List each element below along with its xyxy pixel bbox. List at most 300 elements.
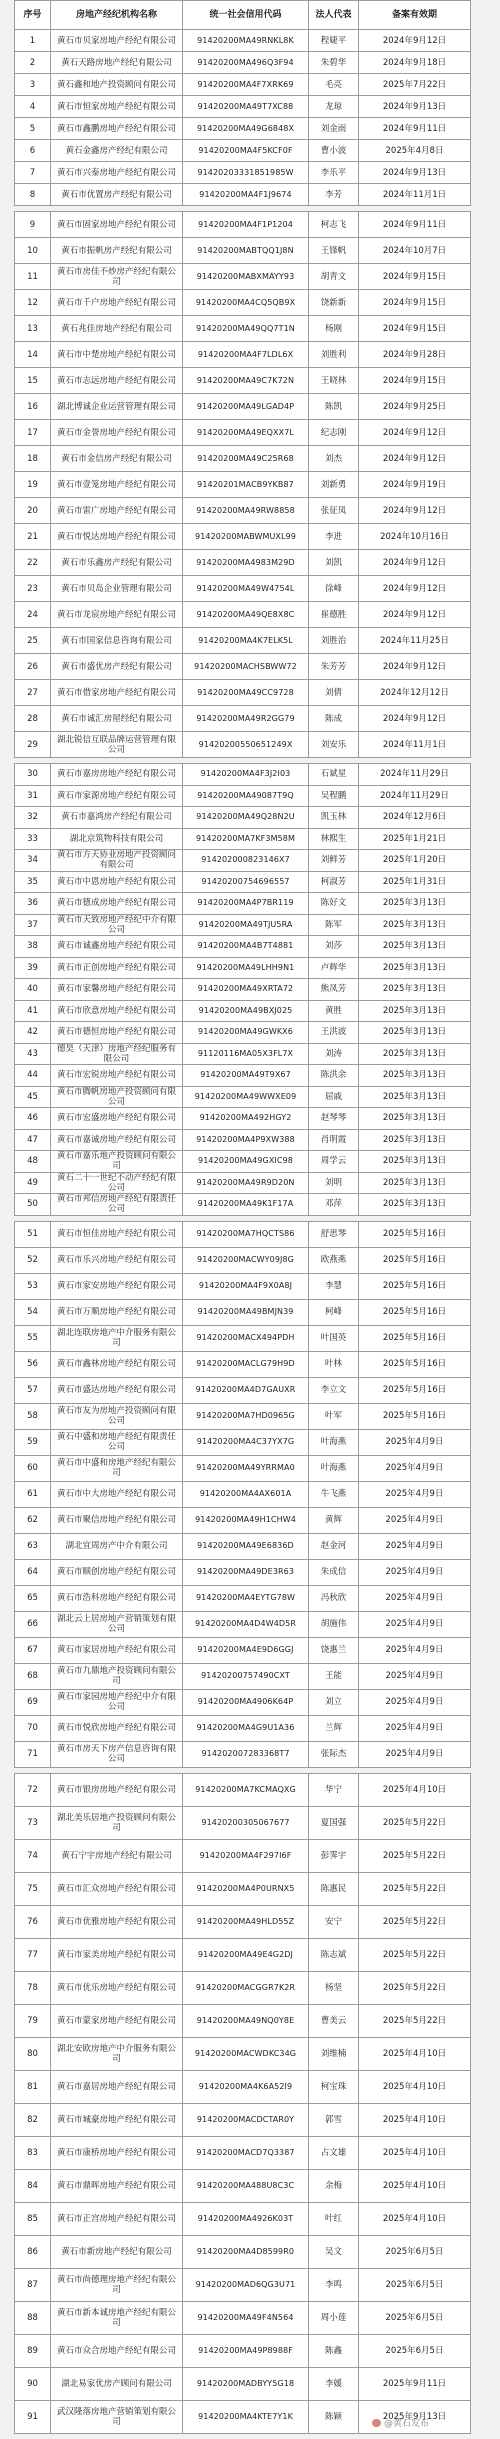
row-number: 76 [15,1905,51,1938]
table-row [15,1086,471,1108]
agency-name: 黄石市优雅房地产经纪有限公司 [51,1905,183,1938]
filing-expiry: 2025年5月16日 [359,1273,471,1299]
table-row [15,764,471,786]
table-row [15,1403,471,1429]
table-row [15,893,471,915]
table-row [15,1533,471,1559]
agency-table [14,763,471,1216]
legal-representative: 冯秋欣 [309,1585,359,1611]
table-row [15,524,471,550]
credit-code: 91420200MA49E4G2DJ [183,1938,309,1971]
legal-representative: 刘鲜芳 [309,850,359,872]
credit-code: 91420200MA4906K64P [183,1689,309,1715]
agency-name: 黄石鑫和地产投资顾问有限公司 [51,74,183,96]
header-serial-number: 序号 [15,1,51,30]
filing-expiry: 2025年3月13日 [359,1022,471,1044]
row-number: 90 [15,2367,51,2400]
credit-code: 91420200MA49RNKL8K [183,30,309,52]
agency-name: 黄石市房天下房产信息咨询有限公司 [51,1741,183,1767]
agency-name: 黄石兆佳房地产经纪有限公司 [51,316,183,342]
filing-expiry: 2024年11月29日 [359,764,471,786]
filing-expiry: 2024年12月12日 [359,680,471,706]
filing-expiry: 2025年4月10日 [359,1773,471,1806]
credit-code: 91420200MABXMAYY93 [183,264,309,290]
agency-name: 湖北宜周房产中介有限公司 [51,1533,183,1559]
agency-name: 黄石市嘉居房地产经纪有限公司 [51,2070,183,2103]
credit-code: 91420200MA4C37YX7G [183,1429,309,1455]
credit-code: 91420200MA4F1J9674 [183,184,309,206]
table-row [15,1559,471,1585]
credit-code: 91420200MA7KF3M58M [183,828,309,850]
row-number: 59 [15,1429,51,1455]
credit-code: 91420200MA49T9X67 [183,1065,309,1087]
credit-code: 91420200MA49BXJ025 [183,1000,309,1022]
legal-representative: 陈好文 [309,893,359,915]
legal-representative: 陈凯 [309,394,359,420]
credit-code: 91420200MA492HGY2 [183,1108,309,1130]
agency-name: 黄石市宏锐房地产经纪有限公司 [51,1065,183,1087]
agency-name: 黄石市嘉乐地产投资顾问有限公司 [51,1151,183,1173]
row-number: 10 [15,238,51,264]
table-row [15,1741,471,1767]
table-row [15,238,471,264]
row-number: 14 [15,342,51,368]
legal-representative: 凯玉林 [309,807,359,829]
table-row [15,979,471,1001]
table-row [15,2037,471,2070]
filing-expiry: 2024年9月13日 [359,96,471,118]
agency-name: 黄石市欣意房地产经纪有限公司 [51,1000,183,1022]
filing-expiry: 2024年9月25日 [359,394,471,420]
row-number: 44 [15,1065,51,1087]
table-section-4 [14,1221,470,1768]
agency-name: 黄石市众合房地产经纪有限公司 [51,2334,183,2367]
credit-code: 91420200MA4G9U1A36 [183,1715,309,1741]
filing-expiry: 2024年10月16日 [359,524,471,550]
agency-table [14,1773,471,2434]
filing-expiry: 2025年4月10日 [359,2037,471,2070]
legal-representative: 欧燕燕 [309,1247,359,1273]
table-body [15,212,471,758]
credit-code: 91420200MA49XRTA72 [183,979,309,1001]
credit-code: 91420200MA4983M29D [183,550,309,576]
filing-expiry: 2025年4月9日 [359,1585,471,1611]
agency-name: 德昊（天津）房地产经纪服务有限公司 [51,1043,183,1065]
credit-code: 91420200MA4EYTG78W [183,1585,309,1611]
agency-name: 黄石市鼎晖房地产经纪有限公司 [51,2169,183,2202]
legal-representative: 王晓林 [309,368,359,394]
header-credit-code: 统一社会信用代码 [183,1,309,30]
table-row [15,785,471,807]
row-number: 16 [15,394,51,420]
table-row [15,1108,471,1130]
filing-expiry: 2025年4月10日 [359,2202,471,2235]
credit-code: 91420200MA4CQ5QB9X [183,290,309,316]
table-row [15,420,471,446]
agency-name: 湖北连联房地产中介服务有限公司 [51,1325,183,1351]
table-row [15,1938,471,1971]
filing-expiry: 2024年9月12日 [359,576,471,602]
row-number: 49 [15,1172,51,1194]
filing-expiry: 2024年11月1日 [359,732,471,758]
agency-name: 黄石市金誉房地产经纪有限公司 [51,420,183,446]
legal-representative: 刘涛 [309,1043,359,1065]
table-row [15,2235,471,2268]
agency-name: 黄石市德成房地产经纪有限公司 [51,893,183,915]
filing-expiry: 2024年9月12日 [359,706,471,732]
legal-representative: 陈成 [309,706,359,732]
table-row [15,1351,471,1377]
agency-name: 黄石市借家房地产经纪有限公司 [51,680,183,706]
row-number: 88 [15,2301,51,2334]
row-number: 75 [15,1872,51,1905]
agency-name: 黄石市康桥房地产经纪有限公司 [51,2136,183,2169]
legal-representative: 叶海燕 [309,1455,359,1481]
filing-expiry: 2025年6月5日 [359,2301,471,2334]
agency-name: 黄石市天致房地产经纪中介有限公司 [51,914,183,936]
row-number: 63 [15,1533,51,1559]
legal-representative: 毛亮 [309,74,359,96]
row-number: 89 [15,2334,51,2367]
credit-code: 91420200MA49GXIC98 [183,1151,309,1173]
legal-representative: 朱成信 [309,1559,359,1585]
row-number: 34 [15,850,51,872]
row-number: 67 [15,1637,51,1663]
credit-code: 91420203331851985W [183,162,309,184]
legal-representative: 陈惠民 [309,1872,359,1905]
table-body [15,764,471,1216]
table-row [15,2268,471,2301]
filing-expiry: 2025年4月10日 [359,2136,471,2169]
legal-representative: 赵金河 [309,1533,359,1559]
table-row [15,828,471,850]
agency-name: 黄石市悦欣房地产经纪有限公司 [51,1715,183,1741]
table-row [15,316,471,342]
legal-representative: 朱芳芳 [309,654,359,680]
credit-code: 91420200MA49087T9Q [183,785,309,807]
agency-name: 黄石市雷广房地产经纪有限公司 [51,498,183,524]
agency-name: 黄石市家园房地产经纪中介有限公司 [51,1689,183,1715]
row-number: 28 [15,706,51,732]
table-row [15,1806,471,1839]
legal-representative: 龙琼 [309,96,359,118]
row-number: 1 [15,30,51,52]
credit-code: 91420200MA49TJU5RA [183,914,309,936]
table-row [15,1043,471,1065]
table-row [15,74,471,96]
legal-representative: 卢辉华 [309,957,359,979]
agency-name: 黄石市嘉房房地产经纪有限公司 [51,764,183,786]
agency-name: 黄石市恒佳房地产经纪有限公司 [51,1221,183,1247]
legal-representative: 李慧 [309,1273,359,1299]
credit-code: 91120116MA05X3FL7X [183,1043,309,1065]
row-number: 68 [15,1663,51,1689]
filing-expiry: 2025年3月13日 [359,1172,471,1194]
table-row [15,472,471,498]
legal-representative: 程婕平 [309,30,359,52]
row-number: 7 [15,162,51,184]
legal-representative: 陈颖 [309,2400,359,2433]
credit-code: 91420200MA49W4754L [183,576,309,602]
row-number: 38 [15,936,51,958]
row-number: 11 [15,264,51,290]
agency-name: 黄石市家美房地产经纪有限公司 [51,1938,183,1971]
credit-code: 91420200MA49QQ7T1N [183,316,309,342]
credit-code: 914202007283368T7 [183,1741,309,1767]
credit-code: 91420200MA49F4N564 [183,2301,309,2334]
legal-representative: 石斌星 [309,764,359,786]
table-row [15,1299,471,1325]
table-row [15,850,471,872]
table-row [15,1637,471,1663]
credit-code: 91420200MA496Q3F94 [183,52,309,74]
legal-representative: 华宁 [309,1773,359,1806]
filing-expiry: 2025年4月9日 [359,1663,471,1689]
agency-name: 黄石金鑫房产经纪有限公司 [51,140,183,162]
row-number: 40 [15,979,51,1001]
filing-expiry: 2024年9月15日 [359,264,471,290]
filing-expiry: 2025年3月13日 [359,936,471,958]
table-row [15,1247,471,1273]
table-section-2 [14,211,470,758]
filing-expiry: 2025年5月16日 [359,1247,471,1273]
credit-code: 91420201MACB9YKB87 [183,472,309,498]
credit-code: 91420200MA49R2GG79 [183,706,309,732]
filing-expiry: 2025年5月16日 [359,1377,471,1403]
credit-code: 91420200MA49H1CHW4 [183,1507,309,1533]
legal-representative: 李立文 [309,1377,359,1403]
row-number: 86 [15,2235,51,2268]
table-row [15,602,471,628]
row-number: 18 [15,446,51,472]
table-row [15,1872,471,1905]
filing-expiry: 2025年5月16日 [359,1325,471,1351]
table-row [15,1000,471,1022]
agency-name: 黄石市壹笼房地产经纪有限公司 [51,472,183,498]
agency-name: 黄石市乐兴房地产经纪有限公司 [51,1247,183,1273]
table-row [15,1455,471,1481]
filing-expiry: 2025年5月22日 [359,1938,471,1971]
table-row [15,2301,471,2334]
filing-expiry: 2025年3月13日 [359,979,471,1001]
table-row [15,162,471,184]
table-row [15,628,471,654]
row-number: 29 [15,732,51,758]
credit-code: 91420200MA49R9D20N [183,1172,309,1194]
filing-expiry: 2025年4月9日 [359,1689,471,1715]
row-number: 85 [15,2202,51,2235]
agency-name: 黄石市龙宸房地产经纪有限公司 [51,602,183,628]
row-number: 69 [15,1689,51,1715]
row-number: 25 [15,628,51,654]
filing-expiry: 2025年3月13日 [359,1086,471,1108]
legal-representative: 杨刚 [309,316,359,342]
table-row [15,1663,471,1689]
row-number: 17 [15,420,51,446]
legal-representative: 李乐平 [309,162,359,184]
agency-name: 黄石中盛和房地产经纪有限责任公司 [51,1429,183,1455]
agency-name: 黄石市恒家房地产经纪有限公司 [51,96,183,118]
legal-representative: 叶林 [309,1351,359,1377]
filing-expiry: 2025年4月10日 [359,2070,471,2103]
legal-representative: 曹美云 [309,2004,359,2037]
legal-representative: 刘胜利 [309,342,359,368]
agency-name: 黄石市家馨房地产经纪有限公司 [51,979,183,1001]
agency-table [14,211,471,758]
legal-representative: 柯峰 [309,1299,359,1325]
filing-expiry: 2025年4月9日 [359,1429,471,1455]
credit-code: 91420200MA4D4W4D5R [183,1611,309,1637]
legal-representative: 柯淑芳 [309,871,359,893]
filing-expiry: 2025年3月13日 [359,893,471,915]
agency-name: 黄石市房佳不炒房产经纪有限公司 [51,264,183,290]
agency-name: 黄石市悦达房地产经纪有限公司 [51,524,183,550]
row-number: 36 [15,893,51,915]
filing-expiry: 2025年4月10日 [359,2103,471,2136]
table-row [15,30,471,52]
credit-code: 91420200MA4AX601A [183,1481,309,1507]
filing-expiry: 2024年9月12日 [359,602,471,628]
credit-code: 91420200MA7KCMAQXG [183,1773,309,1806]
filing-expiry: 2025年4月9日 [359,1481,471,1507]
agency-name: 湖北易家优房产顾问有限公司 [51,2367,183,2400]
filing-expiry: 2025年3月13日 [359,1129,471,1151]
table-row [15,118,471,140]
agency-name: 黄石市诚鑫房地产经纪有限公司 [51,936,183,958]
credit-code: 91420200MA49LHH9N1 [183,957,309,979]
filing-expiry: 2025年4月9日 [359,1611,471,1637]
credit-code: 91420200MA4KTE7Y1K [183,2400,309,2433]
credit-code: 91420200MA4K7ELK5L [183,628,309,654]
credit-code: 91420200MA4F5KCF0F [183,140,309,162]
table-row [15,654,471,680]
agency-name: 湖北美乐居地产投资顾问有限公司 [51,1806,183,1839]
credit-code: 91420200MA4F1P1204 [183,212,309,238]
legal-representative: 叶红 [309,2202,359,2235]
table-row [15,1905,471,1938]
filing-expiry: 2024年12月6日 [359,807,471,829]
credit-code: 91420200MA49E6836D [183,1533,309,1559]
agency-name: 黄石市家安房地产经纪有限公司 [51,1273,183,1299]
table-row [15,212,471,238]
credit-code: 91420200MA4F7XRK69 [183,74,309,96]
credit-code: 91420200MA49RW8858 [183,498,309,524]
legal-representative: 赵琴琴 [309,1108,359,1130]
row-number: 47 [15,1129,51,1151]
row-number: 12 [15,290,51,316]
filing-expiry: 2024年10月7日 [359,238,471,264]
row-number: 81 [15,2070,51,2103]
agency-name: 黄石市中恩房地产经纪有限公司 [51,871,183,893]
credit-code: 91420200MACWDKC34G [183,2037,309,2070]
legal-representative: 胡施伟 [309,1611,359,1637]
legal-representative: 陈军 [309,914,359,936]
table-row [15,498,471,524]
table-row [15,368,471,394]
agency-name: 黄石市德恒房地产经纪有限公司 [51,1022,183,1044]
legal-representative: 刘倩 [309,680,359,706]
table-row [15,1507,471,1533]
table-row [15,1377,471,1403]
credit-code: 91420200MACX494PDH [183,1325,309,1351]
legal-representative: 刘杰 [309,446,359,472]
table-row [15,936,471,958]
legal-representative: 吴程鹏 [309,785,359,807]
watermark-text: @黄石发布 [384,2419,430,2429]
row-number: 83 [15,2136,51,2169]
credit-code: 91420200MA49NQ0Y8E [183,2004,309,2037]
credit-code: 91420200MA49K1F17A [183,1194,309,1216]
row-number: 87 [15,2268,51,2301]
table-row [15,1172,471,1194]
row-number: 79 [15,2004,51,2037]
row-number: 26 [15,654,51,680]
legal-representative: 张征凤 [309,498,359,524]
credit-code: 91420200MA49BMJN39 [183,1299,309,1325]
legal-representative: 叶军 [309,1403,359,1429]
agency-name: 黄石市志远房地产经纪有限公司 [51,368,183,394]
filing-expiry: 2024年9月12日 [359,550,471,576]
filing-expiry: 2025年3月13日 [359,957,471,979]
table-row [15,2169,471,2202]
row-number: 84 [15,2169,51,2202]
row-number: 48 [15,1151,51,1173]
agency-name: 黄石市嘉诚房地产经纪有限公司 [51,1129,183,1151]
legal-representative: 黄胜 [309,1000,359,1022]
filing-expiry: 2024年9月12日 [359,498,471,524]
filing-expiry: 2024年9月18日 [359,52,471,74]
legal-representative: 周学云 [309,1151,359,1173]
table-row [15,1971,471,2004]
credit-code: 91420200MA49DE3R63 [183,1559,309,1585]
agency-name: 黄石市友为房地产投资顾问有限公司 [51,1403,183,1429]
agency-name: 黄石市方天协业房地产投资顾问有限公司 [51,850,183,872]
credit-code: 91420200MA4D8599R0 [183,2235,309,2268]
row-number: 39 [15,957,51,979]
agency-name: 黄石市浩科房地产经纪有限公司 [51,1585,183,1611]
legal-representative: 李芳 [309,184,359,206]
credit-code: 91420200MA4E9D6GGJ [183,1637,309,1663]
filing-expiry: 2025年5月22日 [359,1872,471,1905]
credit-code: 91420200MADBYY5G18 [183,2367,309,2400]
table-row [15,264,471,290]
table-row [15,342,471,368]
filing-expiry: 2025年3月13日 [359,1000,471,1022]
credit-code: 91420200MA4P9XW388 [183,1129,309,1151]
filing-expiry: 2025年6月5日 [359,2235,471,2268]
row-number: 32 [15,807,51,829]
legal-representative: 兰辉 [309,1715,359,1741]
row-number: 6 [15,140,51,162]
agency-name: 黄石市宏盛房地产经纪有限公司 [51,1108,183,1130]
filing-expiry: 2025年5月22日 [359,1905,471,1938]
legal-representative: 曹小波 [309,140,359,162]
table-row [15,52,471,74]
row-number: 31 [15,785,51,807]
filing-expiry: 2024年9月11日 [359,212,471,238]
table-row [15,1773,471,1806]
agency-name: 黄石市鑫鹏房地产经纪有限公司 [51,118,183,140]
row-number: 15 [15,368,51,394]
agency-name: 黄石市盛优房产经纪有限公司 [51,654,183,680]
filing-expiry: 2025年3月13日 [359,1108,471,1130]
row-number: 21 [15,524,51,550]
credit-code: 914202000823146X7 [183,850,309,872]
filing-expiry: 2025年5月16日 [359,1221,471,1247]
filing-expiry: 2025年4月9日 [359,1741,471,1767]
credit-code: 91420200MA4B7T4881 [183,936,309,958]
agency-name: 黄石市中大房地产经纪有限公司 [51,1481,183,1507]
